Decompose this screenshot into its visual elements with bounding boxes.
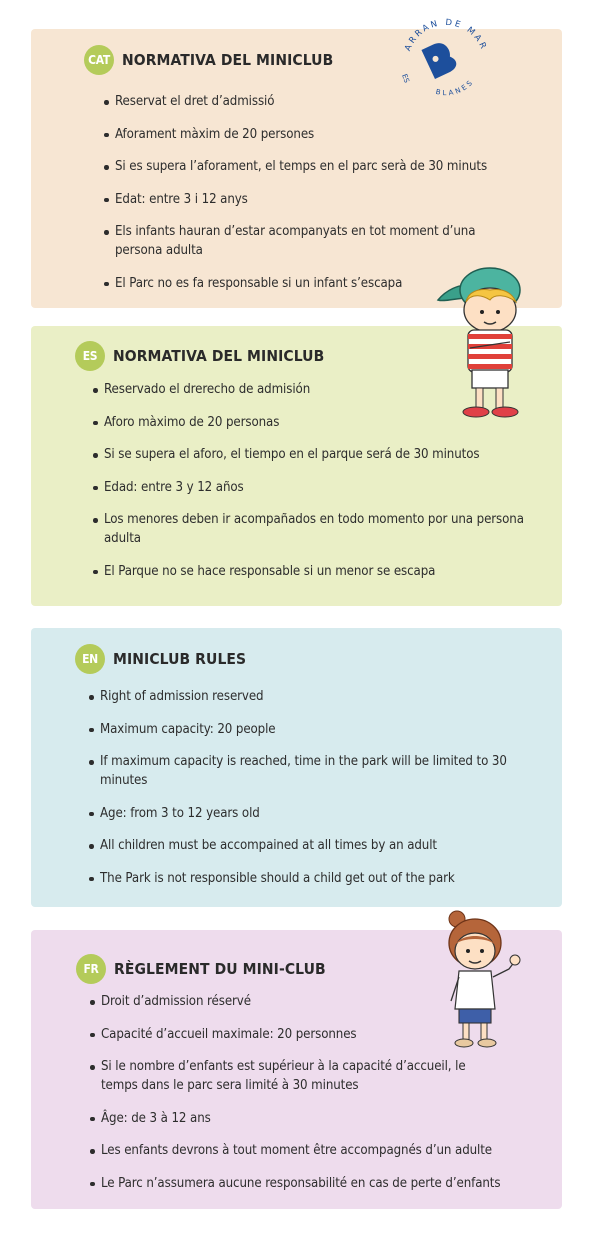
list-item: Age: from 3 to 12 years old [87,804,537,823]
section-title: RÈGLEMENT DU MINI-CLUB [114,960,326,978]
girl-illustration [435,905,525,1055]
rules-list [87,687,537,901]
list-item: Si le nombre d’enfants est supérieur à la capacité d’accueil, le temps dans le parc sera limité à 30 minutes [88,1057,501,1095]
logo-corner-text: ES [400,72,411,85]
language-badge: CAT [84,45,114,75]
section-header [84,45,333,75]
language-badge: ES [75,341,105,371]
section-header [76,954,326,984]
list-item: Reservat el dret d’admissió [102,92,502,111]
list-item: Reservado el drerecho de admisión [91,380,531,399]
list-item: Si es supera l’aforament, el temps en el parc serà de 30 minuts [102,157,502,176]
list-item: Edat: entre 3 i 12 anys [102,190,502,209]
list-item: Aforament màxim de 20 persones [102,125,502,144]
boy-illustration [432,262,527,422]
section-title: MINICLUB RULES [113,650,247,668]
list-item: Âge: de 3 à 12 ans [88,1109,538,1128]
list-item: The Park is not responsible should a child get out of the park [87,869,537,888]
section-title: NORMATIVA DEL MINICLUB [113,347,325,365]
logo-bottom-text: BLANES [435,77,476,98]
list-item: If maximum capacity is reached, time in the park will be limited to 30 minutes [87,752,537,790]
list-item: Edad: entre 3 y 12 años [91,478,531,497]
list-item: Capacité d’accueil maximale: 20 personnes [88,1025,538,1044]
section-en [31,628,562,907]
list-item: El Parc no es fa responsable si un infant s’escapa [102,274,502,293]
section-title: NORMATIVA DEL MINICLUB [122,51,334,69]
list-item: Maximum capacity: 20 people [87,720,537,739]
section-header [75,644,246,674]
list-item: Si se supera el aforo, el tiempo en el parque será de 30 minutos [91,445,531,464]
list-item: Los menores deben ir acompañados en todo momento por una persona adulta [91,510,524,548]
list-item: Droit d’admission réservé [88,992,538,1011]
list-item: Els infants hauran d’estar acompanyats en tot moment d’una persona adulta [102,222,502,260]
list-item: Le Parc n’assumera aucune responsabilité en cas de perte d’enfants [88,1174,538,1193]
svg-text:BLANES [435,78,476,98]
list-item: All children must be accompained at all times by an adult [87,836,537,855]
arran-de-mar-logo [390,5,502,117]
language-badge: FR [76,954,106,984]
list-item: Les enfants devrons à tout moment être accompagnés d’un adulte [88,1141,538,1160]
list-item: Aforo màximo de 20 personas [91,413,531,432]
logo-top-text: ARRAN DE MAR [403,17,489,53]
language-badge: EN [75,644,105,674]
list-item: Right of admission reserved [87,687,537,706]
section-header [75,341,324,371]
list-item: El Parque no se hace responsable si un menor se escapa [91,562,531,581]
